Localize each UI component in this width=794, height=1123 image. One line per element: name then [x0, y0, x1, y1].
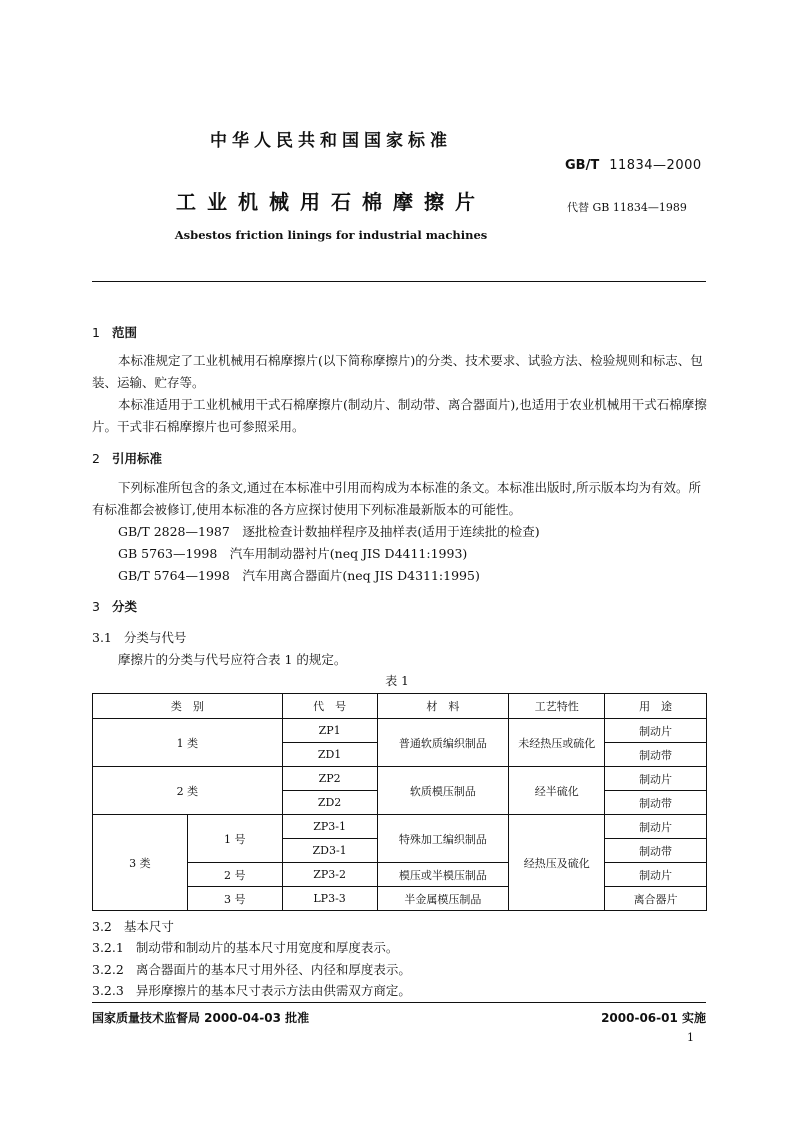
subcategory-cell: 1 号	[187, 815, 282, 863]
subsection-3-2-heading	[92, 917, 174, 935]
classification-table	[92, 693, 707, 911]
clause-3-2-3	[92, 981, 411, 999]
section-2-heading	[92, 449, 162, 467]
footer-divider	[92, 1002, 706, 1003]
table-row	[93, 767, 707, 791]
usage-cell: 制动带	[605, 743, 707, 767]
section-1-paragraph-2: 本标准适用于工业机械用干式石棉摩擦片(制动片、制动带、离合器面片),也适用于农业机械用干式石棉摩擦片。干式非石棉摩擦片也可参照采用。	[92, 397, 707, 434]
subsection-number: 3.2	[92, 919, 112, 934]
code-cell: ZP3-1	[282, 815, 377, 839]
header-code: 代 号	[282, 694, 377, 719]
header-process: 工艺特性	[509, 694, 605, 719]
header-material: 材 料	[377, 694, 509, 719]
section-title: 范围	[111, 325, 137, 340]
reference-item: GB 5763—1998 汽车用制动器衬片(neq JIS D4411:1993)	[118, 546, 468, 561]
clause-number: 3.2.1	[92, 940, 124, 955]
section-number: 1	[92, 325, 100, 340]
material-cell: 半金属模压制品	[377, 887, 509, 911]
clause-text: 异形摩擦片的基本尺寸表示方法由供需双方商定。	[135, 983, 411, 998]
usage-cell: 制动片	[605, 815, 707, 839]
approval-line: 国家质量技术监督局 2000-04-03 批准	[92, 1011, 310, 1025]
header-usage: 用 途	[605, 694, 707, 719]
issuing-authority-heading: 中华人民共和国国家标准	[210, 131, 452, 151]
category-cell: 2 类	[93, 767, 283, 815]
process-cell: 经半硫化	[509, 767, 605, 815]
usage-cell: 制动片	[605, 719, 707, 743]
page-number: 1	[687, 1031, 694, 1044]
code-cell: ZP2	[282, 767, 377, 791]
material-cell: 软质模压制品	[377, 767, 509, 815]
clause-3-2-2	[92, 960, 411, 978]
usage-cell: 制动带	[605, 839, 707, 863]
standard-number	[565, 158, 702, 173]
category-cell: 1 类	[93, 719, 283, 767]
clause-text: 离合器面片的基本尺寸用外径、内径和厚度表示。	[135, 962, 411, 977]
subsection-number: 3.1	[92, 630, 112, 645]
subcategory-cell: 2 号	[187, 863, 282, 887]
code-cell: LP3-3	[282, 887, 377, 911]
implementation-date: 2000-06-01 实施	[601, 1011, 706, 1025]
usage-cell: 离合器片	[605, 887, 707, 911]
subsection-3-1-text: 摩擦片的分类与代号应符合表 1 的规定。	[118, 652, 347, 667]
clause-number: 3.2.3	[92, 983, 124, 998]
usage-cell: 制动带	[605, 791, 707, 815]
document-title-cn: 工业机械用石棉摩擦片	[176, 190, 486, 214]
process-cell: 经热压及硫化	[509, 815, 605, 911]
section-2-paragraph: 下列标准所包含的条文,通过在本标准中引用而构成为本标准的条文。本标准出版时,所示版本均为有效。所有标准都会被修订,使用本标准的各方应探讨使用下列标准最新版本的可能性。	[92, 480, 701, 517]
standard-prefix: GB/T	[565, 158, 600, 173]
usage-cell: 制动片	[605, 767, 707, 791]
section-1-paragraph-1: 本标准规定了工业机械用石棉摩擦片(以下简称摩擦片)的分类、技术要求、试验方法、检验规则和标志、包装、运输、贮存等。	[92, 353, 703, 390]
section-1-heading	[92, 323, 137, 341]
category-cell: 3 类	[93, 815, 188, 911]
header-category: 类 别	[93, 694, 283, 719]
process-cell: 未经热压或硫化	[509, 719, 605, 767]
document-title-en: Asbestos friction linings for industrial machines	[174, 228, 488, 242]
subcategory-cell: 3 号	[187, 887, 282, 911]
material-cell: 特殊加工编织制品	[377, 815, 509, 863]
reference-item: GB/T 2828—1987 逐批检查计数抽样程序及抽样表(适用于连续批的检查)	[118, 524, 540, 539]
code-cell: ZP1	[282, 719, 377, 743]
section-3-heading	[92, 597, 137, 615]
table-row	[93, 719, 707, 743]
code-cell: ZP3-2	[282, 863, 377, 887]
standard-code: 11834—2000	[609, 158, 702, 173]
clause-3-2-1	[92, 938, 398, 956]
subsection-title: 基本尺寸	[123, 919, 174, 934]
section-title: 分类	[111, 599, 137, 614]
section-number: 2	[92, 451, 100, 466]
subsection-3-1-heading	[92, 628, 186, 646]
code-cell: ZD2	[282, 791, 377, 815]
header-divider	[92, 281, 706, 282]
table-1-caption: 表 1	[385, 674, 409, 688]
material-cell: 模压或半模压制品	[377, 863, 509, 887]
code-cell: ZD1	[282, 743, 377, 767]
replaces-note: 代替 GB 11834—1989	[567, 201, 687, 214]
material-cell: 普通软质编织制品	[377, 719, 509, 767]
section-title: 引用标准	[111, 451, 162, 466]
table-header-row	[93, 694, 707, 719]
subsection-title: 分类与代号	[123, 630, 187, 645]
table-row	[93, 815, 707, 839]
reference-item: GB/T 5764—1998 汽车用离合器面片(neq JIS D4311:1995)	[118, 568, 480, 583]
section-number: 3	[92, 599, 100, 614]
clause-number: 3.2.2	[92, 962, 124, 977]
code-cell: ZD3-1	[282, 839, 377, 863]
clause-text: 制动带和制动片的基本尺寸用宽度和厚度表示。	[135, 940, 399, 955]
usage-cell: 制动片	[605, 863, 707, 887]
